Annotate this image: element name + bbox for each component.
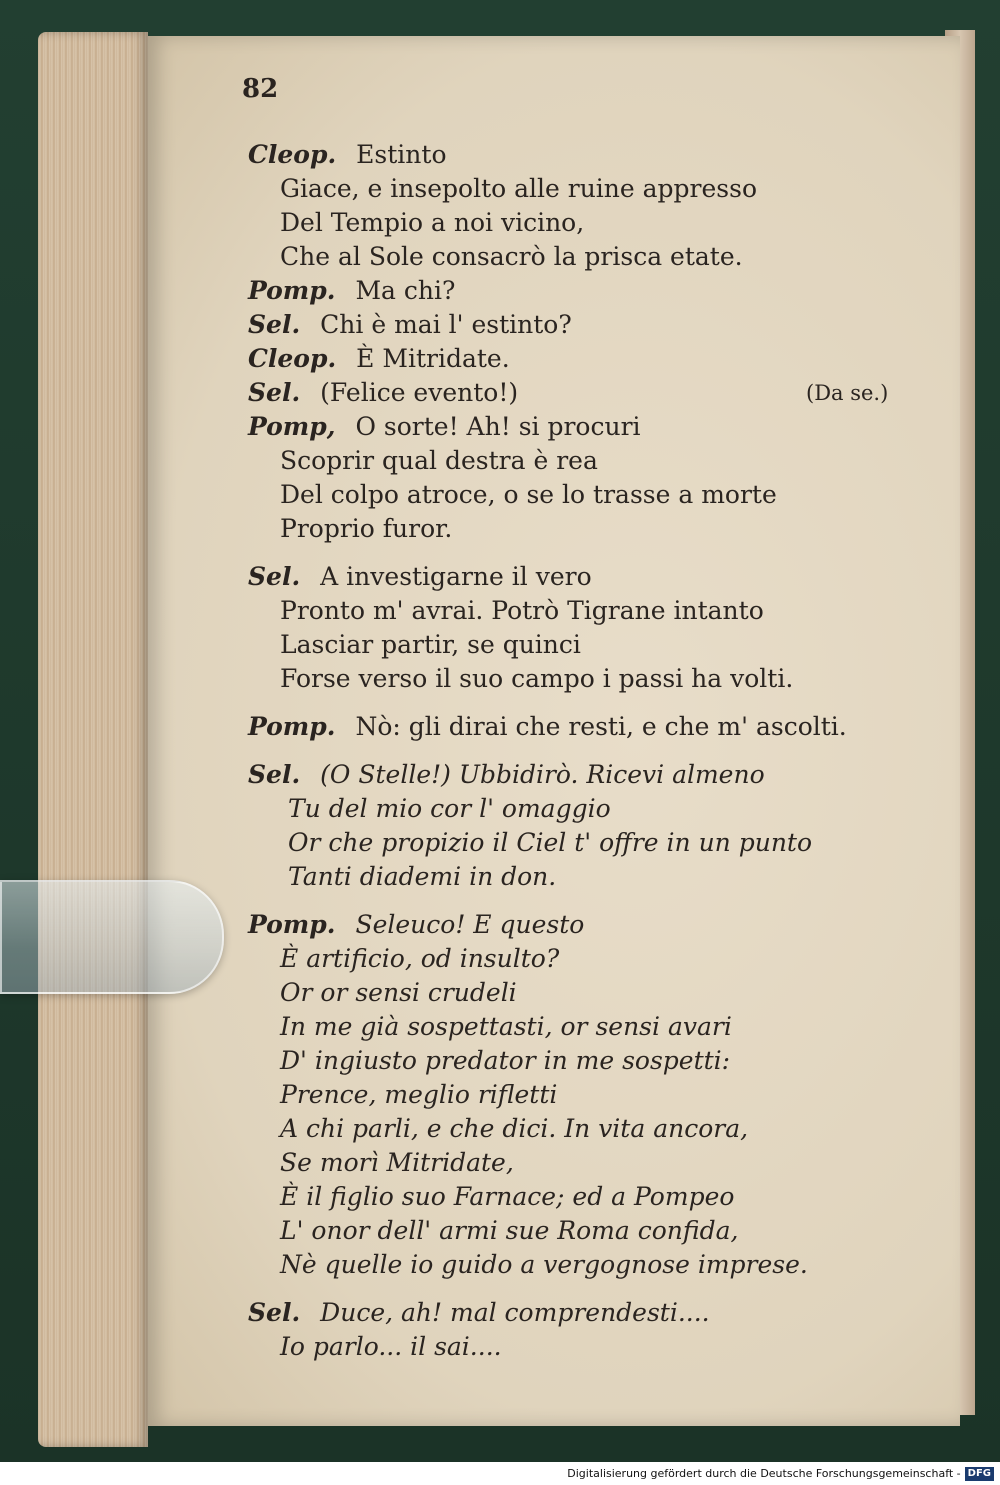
line-text: D' ingiusto predator in me sospetti:: [280, 1046, 731, 1075]
speaker-label: Sel.: [248, 378, 301, 407]
line-text: Or or sensi crudeli: [280, 978, 517, 1007]
text-line: [248, 976, 928, 1010]
text-line: [248, 560, 928, 594]
text-line: [248, 792, 928, 826]
speaker-label: Cleop.: [248, 344, 337, 373]
text-line: [248, 308, 928, 342]
text-line: [248, 444, 928, 478]
page-number: 82: [242, 74, 279, 104]
line-text: È artificio, od insulto?: [280, 944, 560, 973]
text-line: [248, 1078, 928, 1112]
speaker-label: Pomp.: [248, 276, 336, 305]
line-text: Che al Sole consacrò la prisca etate.: [280, 242, 743, 271]
text-line: [248, 478, 928, 512]
text-line: [248, 826, 928, 860]
text-line: [248, 410, 928, 444]
speaker-label: Sel.: [248, 562, 301, 591]
text-line: [248, 662, 928, 696]
footer-bar: [0, 1462, 1000, 1485]
line-text: Se morì Mitridate,: [280, 1148, 514, 1177]
text-line: [248, 240, 928, 274]
text-line: [248, 1296, 928, 1330]
play-text: [248, 138, 928, 1364]
text-line: [248, 206, 928, 240]
line-text: È Mitridate.: [356, 344, 510, 373]
line-text: A chi parli, e che dici. In vita ancora,: [280, 1114, 749, 1143]
text-line: [248, 1010, 928, 1044]
text-line: [248, 274, 928, 308]
line-text: Io parlo... il sai....: [280, 1332, 502, 1361]
line-text: Scoprir qual destra è rea: [280, 446, 598, 475]
speaker-label: Sel.: [248, 760, 301, 789]
glass-page-holder: [0, 880, 224, 994]
line-text: Or che propizio il Ciel t' offre in un punto: [288, 828, 813, 857]
line-text: L' onor dell' armi sue Roma confida,: [280, 1216, 739, 1245]
text-line: [248, 1044, 928, 1078]
stanza-gap: [248, 546, 928, 560]
speaker-label: Pomp.: [248, 712, 336, 741]
line-text: Forse verso il suo campo i passi ha volti.: [280, 664, 794, 693]
text-line: [248, 1330, 928, 1364]
text-line: [248, 594, 928, 628]
speaker-label: Pomp.: [248, 910, 336, 939]
speaker-label: Sel.: [248, 1298, 301, 1327]
text-line: [248, 138, 928, 172]
text-line: [248, 860, 928, 894]
line-text: Del colpo atroce, o se lo trasse a morte: [280, 480, 777, 509]
text-line: [248, 342, 928, 376]
line-text: Giace, e insepolto alle ruine appresso: [280, 174, 758, 203]
text-line: [248, 628, 928, 662]
stanza-gap: [248, 696, 928, 710]
line-text: Pronto m' avrai. Potrò Tigrane intanto: [280, 596, 764, 625]
text-line: [248, 1146, 928, 1180]
footer-text: Digitalisierung gefördert durch die Deutsche Forschungsgemeinschaft -: [567, 1467, 961, 1480]
text-line: [248, 710, 928, 744]
line-text: O sorte! Ah! si procuri: [355, 412, 641, 441]
line-text: Seleuco! E questo: [355, 910, 585, 939]
speaker-label: Cleop.: [248, 140, 337, 169]
text-line: [248, 908, 928, 942]
speaker-label: Pomp,: [248, 412, 336, 441]
stage-direction: (Da se.): [806, 381, 889, 405]
line-text: Tanti diademi in don.: [288, 862, 557, 891]
line-text: Ma chi?: [355, 276, 456, 305]
text-line: [248, 1214, 928, 1248]
text-line: [248, 172, 928, 206]
text-line: [248, 1180, 928, 1214]
speaker-label: Sel.: [248, 310, 301, 339]
line-text: Chi è mai l' estinto?: [320, 310, 572, 339]
line-text: A investigarne il vero: [320, 562, 592, 591]
line-text: In me già sospettasti, or sensi avari: [280, 1012, 732, 1041]
text-line: [248, 1112, 928, 1146]
dfg-logo: DFG: [965, 1467, 994, 1481]
text-line: [248, 512, 928, 546]
line-text: Nò: gli dirai che resti, e che m' ascolti.: [355, 712, 847, 741]
text-line: [248, 942, 928, 976]
line-text: Prence, meglio rifletti: [280, 1080, 558, 1109]
line-text: Lasciar partir, se quinci: [280, 630, 581, 659]
line-text: Duce, ah! mal comprendesti....: [320, 1298, 710, 1327]
book-page-edges: [38, 32, 148, 1447]
line-text: Nè quelle io guido a vergognose imprese.: [280, 1250, 808, 1279]
line-text: (Felice evento!): [320, 378, 519, 407]
line-text: Del Tempio a noi vicino,: [280, 208, 585, 237]
text-line: [248, 758, 928, 792]
text-line: [248, 376, 928, 410]
line-text: Estinto: [356, 140, 447, 169]
line-text: Tu del mio cor l' omaggio: [288, 794, 611, 823]
stanza-gap: [248, 744, 928, 758]
text-line: [248, 1248, 928, 1282]
stanza-gap: [248, 1282, 928, 1296]
line-text: Proprio furor.: [280, 514, 453, 543]
stanza-gap: [248, 894, 928, 908]
line-text: (O Stelle!) Ubbidirò. Ricevi almeno: [320, 760, 765, 789]
line-text: È il figlio suo Farnace; ed a Pompeo: [280, 1182, 735, 1211]
